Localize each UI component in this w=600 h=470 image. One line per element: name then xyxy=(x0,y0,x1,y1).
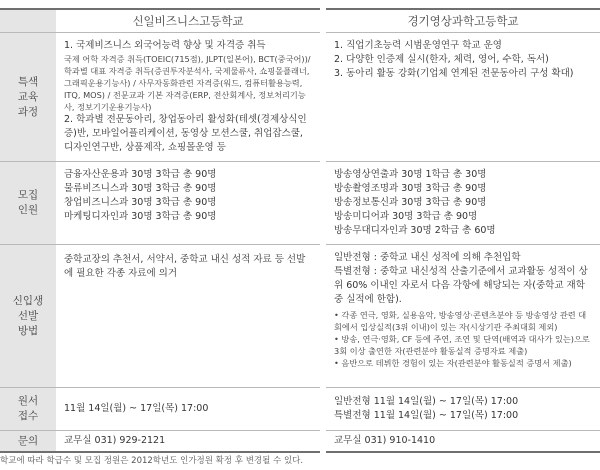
label-contact: 문의 xyxy=(0,431,56,453)
row-selection xyxy=(0,245,600,388)
label-application: 원서 접수 xyxy=(0,388,56,431)
recruitment-school-b: 방송영상연출과 30명 1학급 총 30명 방송촬영조명과 30명 3학급 총 90명 방송정보통신과 30명 3학급 총 90명 방송미디어과 30명 3학급 총 90명 방송무대디자인과 30명 2학급 총 60명 xyxy=(326,162,600,245)
footnote: 학교에 따라 학급수 및 모집 정원은 2012학년도 인가정원 확정 후 변경될 수 있다. xyxy=(0,456,304,466)
label-curriculum: 특색 교육 과정 xyxy=(0,33,56,162)
school-b-name: 경기영상과학고등학교 xyxy=(326,9,600,33)
table-header-row xyxy=(0,9,600,33)
curriculum-school-a: 1. 국제비즈니스 외국어능력 향상 및 자격증 취득 국제 어학 자격증 취득(TOEIC(715점), JLPT(일본어), BCT(중국어))/ 학과별 대표 자격증 취득(증권투자분석사, 국제물류사, 쇼핑몰플래너, 그래픽운용기능사) / 사무자동화관련 자격증(워드, 컴퓨터활용능력, ITQ, MOS) / 전문교과 기본 자격증(ERP, 전산회계사, 정보처리기능 사, 정보기기운용기능사) 2. 학과별 전문동아리, 창업동아리 활성화(테셋(경제상식인 증)반, 모바일어플리케이션, 동영상 모션스쿨, 취업잡스쿨, 디자인연구반, 상품제작, 쇼핑몰운영 등 xyxy=(56,33,320,162)
application-school-a: 11월 14일(월) ~ 17일(목) 17:00 xyxy=(56,388,320,431)
recruitment-school-a: 금융자산운용과 30명 3학급 총 90명 물류비즈니스과 30명 3학급 총 90명 창업비즈니스과 30명 3학급 총 90명 마케팅디자인과 30명 3학급 총 90명 xyxy=(56,162,320,245)
contact-school-b: 교무실 031) 910-1410 xyxy=(326,431,600,453)
school-comparison-table xyxy=(0,8,600,453)
school-a-name: 신일비즈니스고등학교 xyxy=(56,9,320,33)
selection-school-b: 일반전형 : 중학교 내신 성적에 의해 추천입학 특별전형 : 중학교 내신성적 산출기준에서 교과활동 성적이 상위 60% 이내인 자로서 다음 각항에 해당되는 자(중학교 재학 중 실적에 한함). • 각종 연극, 영화, 실용음악, 방송영상·콘텐츠분야 등 방송영상 관련 대회에서 입상실적(3위 이내)이 있는 자(시상기관 주최대회 제외) • 방송, 연극·영화, CF 등에 주연, 조연 및 단역(배역과 대사가 있는)으로 3회 이상 출연한 자(관련분야 활동실적 증명자료 제출) • 음반으로 데뷔한 경험이 있는 자(관련분야 활동실적 증명서 제출) xyxy=(326,245,600,388)
selection-school-a: 중학교장의 추천서, 서약서, 중학교 내신 성적 자료 등 선발에 필요한 각종 자료에 의거 xyxy=(56,245,320,388)
row-application xyxy=(0,388,600,431)
label-recruitment: 모집 인원 xyxy=(0,162,56,245)
header-label-cell xyxy=(0,9,56,33)
label-selection: 신입생 선발 방법 xyxy=(0,245,56,388)
row-contact xyxy=(0,431,600,453)
curriculum-school-b: 1. 직업기초능력 시범운영연구 학교 운영 2. 다양한 인증제 실시(한자, 체력, 영어, 수학, 독서) 3. 동아리 활동 강화(기업체 연계된 전문동아리 구성 확대) xyxy=(326,33,600,162)
row-recruitment xyxy=(0,162,600,245)
row-curriculum xyxy=(0,33,600,162)
contact-school-a: 교무실 031) 929-2121 xyxy=(56,431,320,453)
application-school-b: 일반전형 11월 14일(월) ~ 17일(목) 17:00 특별전형 11월 14일(월) ~ 17일(목) 17:00 xyxy=(326,388,600,431)
